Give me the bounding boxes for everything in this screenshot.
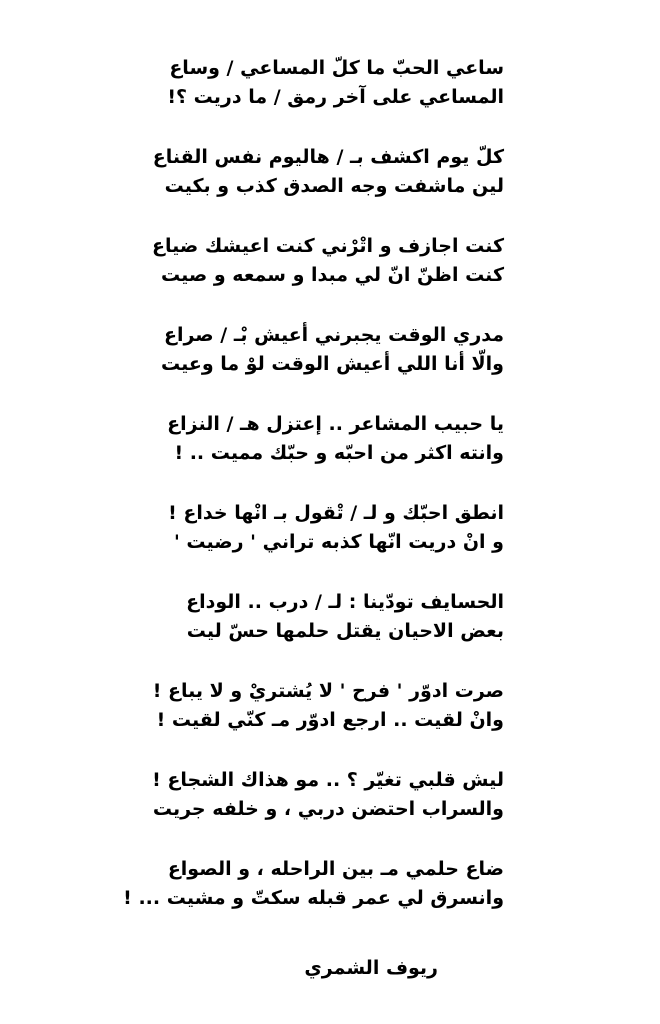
stanza-7 xyxy=(84,588,504,646)
poem-line: ليش قلبي تغيّر ؟ .. مو هذاك الشجاع ! xyxy=(152,769,504,791)
poem-line: وانته اكثر من احبّه و حبّك مميت .. ! xyxy=(174,442,504,464)
stanza-4 xyxy=(84,321,504,379)
poem-line: وانْ لقيت .. ارجع ادوّر مـ كنّي لقيت ! xyxy=(156,709,504,731)
poem-line: مدري الوقت يجبرني أعيش بْـ / صراع xyxy=(164,324,504,346)
poem-line: يا حبيب المشاعر .. إعتزل هـ / النزاع xyxy=(167,413,504,435)
poem-line: ضاع حلمي مـ بين الراحله ، و الصواع xyxy=(167,858,504,880)
poem-body xyxy=(84,54,504,944)
poem-line: كنت اظنّ انّ لي مبدا و سمعه و صيت xyxy=(161,264,504,286)
stanza-6 xyxy=(84,499,504,557)
stanza-5 xyxy=(84,410,504,468)
poem-line: وانسرق لي عمر قبله سكتّ و مشيت ... ! xyxy=(123,887,504,909)
poem-line: بعض الاحيان يقتل حلمها حسّ ليت xyxy=(186,620,504,642)
stanza-8 xyxy=(84,677,504,735)
stanza-2 xyxy=(84,143,504,201)
poem-line: و انْ دريت انّها كذبه تراني ' رضيت ' xyxy=(173,531,504,553)
poem-line: كلّ يوم اكشف بـ / هاليوم نفس القناع xyxy=(152,146,504,168)
poem-line: والسراب احتضن دربي ، و خلفه جريت xyxy=(152,798,504,820)
stanza-10 xyxy=(84,855,504,913)
stanza-9 xyxy=(84,766,504,824)
stanza-1 xyxy=(84,54,504,112)
author-signature: ريوف الشمري xyxy=(304,957,438,979)
poem-line: لين ماشفت وجه الصدق كذب و بكيت xyxy=(164,175,504,197)
poem-line: صرت ادوّر ' فرح ' لا يُشتريْ و لا يباع ! xyxy=(152,680,504,702)
poem-line: والّا أنا اللي أعيش الوقت لوْ ما وعيت xyxy=(160,353,504,375)
poem-line: ساعي الحبّ ما كلّ المساعي / وساع xyxy=(169,57,504,79)
stanza-3 xyxy=(84,232,504,290)
poem-line: الحسايف تودّينا : لـ / درب .. الوداع xyxy=(186,591,504,613)
poem-line: انطق احبّك و لـ / تْقول بـ انْها خداع ! xyxy=(168,502,504,524)
poem-line: كنت اجازف و اتْرْني كنت اعيشك ضياع xyxy=(151,235,504,257)
poem-line: المساعي على آخر رمق / ما دريت ؟! xyxy=(167,86,504,108)
